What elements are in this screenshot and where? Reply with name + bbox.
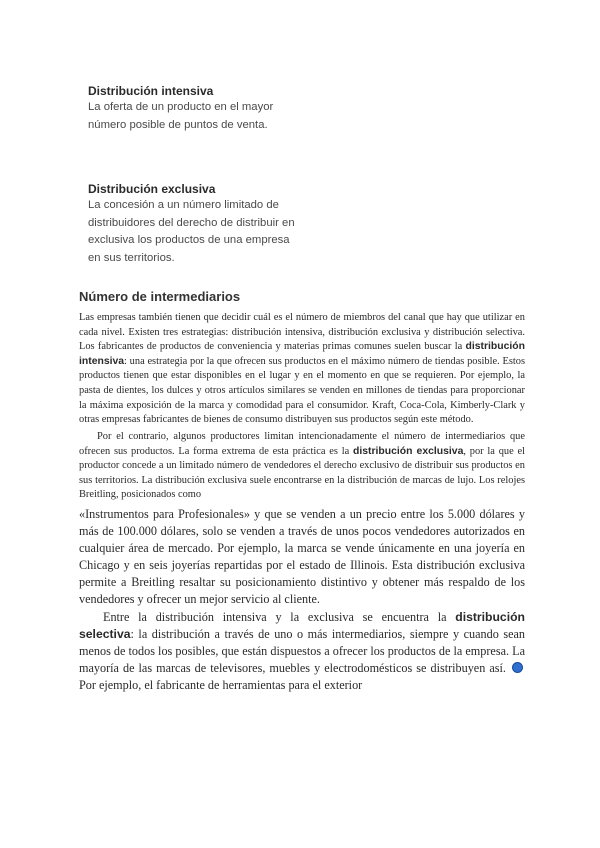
paragraph-1: [79, 311, 525, 428]
sidebar-definition-exclusiva: [88, 182, 328, 267]
figure-reference-bullet-icon: [512, 662, 523, 673]
definition-line: en sus territorios.: [88, 251, 175, 264]
definition-line: La oferta de un producto en el mayor: [88, 101, 274, 113]
paragraph-text: Entre la distribución intensiva y la exclusiva se encuentra la: [103, 610, 456, 624]
paragraph-4: [79, 609, 525, 694]
definition-title: Distribución intensiva: [88, 84, 214, 98]
sidebar-definition-intensiva: [88, 84, 328, 134]
paragraph-text: «Instrumentos para Profesionales» y que se venden a un precio entre los 5.000 dólares y más de 100.000 dólares, solo se venden a través de unos pocos vendedores autorizados en cualquier área de mercado. Por ejemplo, la marca se vende únicamente en una joyería en Chicago y en seis joyerías repartidas por el estado de Illinois. Esta distribución exclusiva permite a Breitling resaltar su posicionamiento distintivo y obtener más respaldo de los vendedores y ofrecer un mejor servicio al cliente.: [79, 507, 525, 607]
keyword-distribucion-exclusiva: distribución exclusiva: [353, 445, 464, 457]
definition-title: Distribución exclusiva: [88, 182, 216, 196]
paragraph-2: [79, 430, 525, 503]
paragraph-text: : la distribución a través de uno o más intermediarios, siempre y cuando sean menos de todos los posibles, que están dispuestos a ofrecer los productos de la empresa. La mayoría de las marcas de televisores, muebles y electrodomésticos se distribuyen así.: [79, 627, 525, 676]
keyword-distribucion-intensiva: distribución intensiva: [79, 341, 525, 367]
paragraph-text: , por la que el productor concede a un limitado número de vendedores el derecho exclusivo de distribuir sus productos en sus territorios. La distribución exclusiva suele encontrarse en la distribución de marcas de lujo. Los relojes Breitling, posicionados como: [79, 445, 525, 501]
definition-line: distribuidores del derecho de distribuir en: [88, 216, 295, 229]
section-title: Número de intermediarios: [79, 289, 241, 304]
keyword-distribucion-selectiva: distribución selectiva: [79, 610, 525, 642]
paragraph-3: [79, 506, 525, 609]
paragraph-text: Las empresas también tienen que decidir cuál es el número de miembros del canal que hay que utilizar en cada nivel. Existen tres estrategias: distribución intensiva, distribución exclusiva y distribución selectiva. Los fabricantes de productos de conveniencia y materias primas comunes suelen buscar la: [79, 312, 525, 353]
definition-line: La concesión a un número limitado de: [88, 199, 279, 211]
definition-line: número posible de puntos de venta.: [88, 118, 268, 131]
paragraph-text: Por el contrario, algunos productores limitan intencionadamente el número de intermediarios que ofrecen sus productos. La forma extrema de esta práctica es la: [79, 431, 525, 457]
definition-line: exclusiva los productos de una empresa: [88, 234, 290, 246]
paragraph-text: : una estrategia por la que ofrecen sus productos en el máximo número de tiendas posible. Estos productos tienen que estar disponibles en el lugar y en el momento en que se requieren. Por ejemplo, la pasta de dientes, los dulces y otros artículos similares se venden en millones de tiendas para proporcionar la máxima exposición de la marca y comodidad para el consumidor. Kraft, Coca-Cola, Kimberly-Clark y otras empresas fabricantes de bienes de consumo distribuyen sus productos según este método.: [79, 355, 525, 426]
paragraph-text: Por ejemplo, el fabricante de herramientas para el exterior: [79, 678, 363, 693]
